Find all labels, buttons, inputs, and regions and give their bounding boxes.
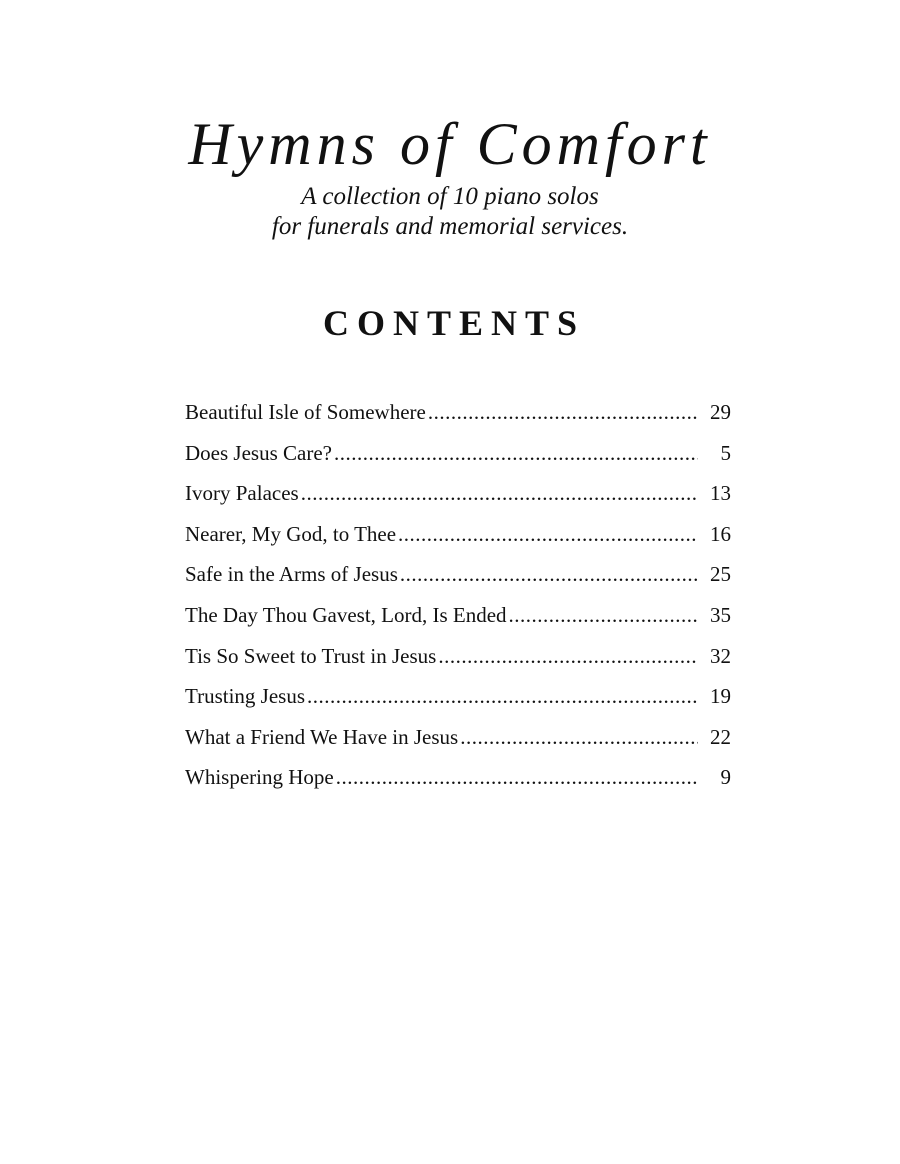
toc-entry-title: Trusting Jesus — [185, 684, 306, 709]
toc-entry-title: Beautiful Isle of Somewhere — [185, 400, 426, 424]
toc-entry — [185, 680, 737, 721]
toc-dot-leader — [438, 640, 698, 672]
toc-entry-page: 25 — [710, 562, 731, 587]
toc-entry-title: Does Jesus Care? — [185, 440, 332, 465]
toc-entry — [185, 640, 737, 681]
toc-entry — [185, 761, 737, 802]
table-of-contents — [185, 396, 737, 802]
toc-entry-title: Whispering Hope — [185, 765, 334, 790]
toc-dot-leader — [301, 477, 698, 509]
toc-entry-page: 13 — [710, 481, 731, 506]
toc-dot-leader — [400, 558, 698, 590]
subtitle-line-2: for funerals and memorial services. — [271, 213, 629, 240]
toc-entry-page: 16 — [710, 521, 731, 546]
toc-entry-page: 5 — [720, 440, 731, 465]
toc-entry-title: Safe in the Arms of Jesus — [185, 562, 398, 587]
toc-entry-page: 19 — [710, 684, 731, 709]
toc-entry — [185, 721, 737, 762]
page-title: Hymns of Comfort — [188, 111, 712, 177]
toc-dot-leader — [398, 518, 698, 550]
toc-entry-page: 9 — [720, 765, 731, 790]
contents-heading: CONTENTS — [322, 303, 586, 343]
toc-entry-title: Nearer, My God, to Thee — [185, 521, 397, 546]
toc-dot-leader — [307, 680, 698, 712]
toc-dot-leader — [460, 721, 698, 753]
toc-entry-page: 22 — [710, 724, 731, 749]
toc-entry-title: Tis So Sweet to Trust in Jesus — [185, 643, 437, 668]
toc-entry — [185, 599, 737, 640]
toc-dot-leader — [428, 396, 698, 428]
toc-entry — [185, 437, 737, 478]
toc-entry-title: The Day Thou Gavest, Lord, Is Ended — [185, 602, 507, 627]
toc-entry — [185, 558, 737, 599]
toc-entry-page: 32 — [710, 643, 731, 668]
toc-entry — [185, 396, 737, 437]
toc-entry-title: What a Friend We Have in Jesus — [185, 724, 459, 749]
toc-entry-title: Ivory Palaces — [185, 481, 299, 506]
toc-entry-page: 29 — [710, 400, 731, 424]
toc-dot-leader — [334, 437, 698, 469]
toc-entry-page: 35 — [710, 602, 731, 627]
toc-entry — [185, 518, 737, 559]
subtitle-line-1: A collection of 10 piano solos — [301, 183, 599, 210]
toc-dot-leader — [336, 761, 698, 793]
toc-dot-leader — [509, 599, 698, 631]
toc-entry — [185, 477, 737, 518]
